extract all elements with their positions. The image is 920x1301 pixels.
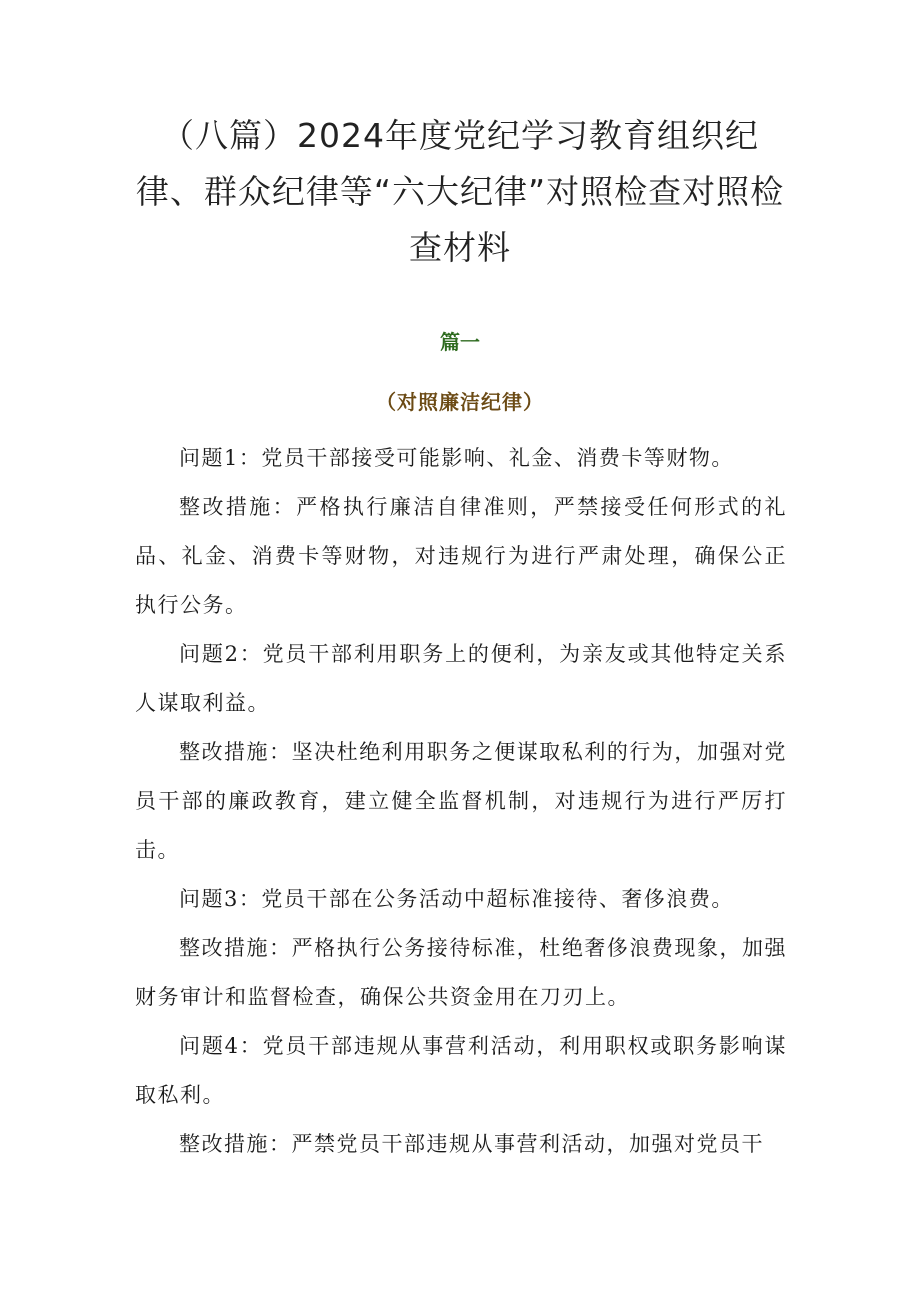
measure-paragraph-3: 整改措施：严格执行公务接待标准，杜绝奢侈浪费现象，加强财务审计和监督检查，确保公共资金用在刀刃上。 bbox=[135, 936, 787, 1009]
measure-paragraph-1: 整改措施：严格执行廉洁自律准则，严禁接受任何形式的礼品、礼金、消费卡等财物，对违规行为进行严肃处理，确保公正执行公务。 bbox=[135, 495, 787, 617]
document-body bbox=[135, 434, 787, 1169]
issue-paragraph-2: 问题2：党员干部利用职务上的便利，为亲友或其他特定关系人谋取利益。 bbox=[135, 642, 787, 715]
section-subheading-integrity: （对照廉洁纪律） bbox=[376, 390, 544, 414]
issue-paragraph-4: 问题4：党员干部违规从事营利活动，利用职权或职务影响谋取私利。 bbox=[135, 1034, 787, 1107]
issue-paragraph-3: 问题3：党员干部在公务活动中超标准接待、奢侈浪费。 bbox=[179, 887, 734, 911]
measure-paragraph-2: 整改措施：坚决杜绝利用职务之便谋取私利的行为，加强对党员干部的廉政教育，建立健全监督机制，对违规行为进行严厉打击。 bbox=[135, 740, 787, 862]
issue-paragraph-1: 问题1：党员干部接受可能影响、礼金、消费卡等财物。 bbox=[179, 446, 734, 470]
measure-paragraph-4: 整改措施：严禁党员干部违规从事营利活动，加强对党员干 bbox=[179, 1132, 764, 1156]
document-title: （八篇）2024年度党纪学习教育组织纪律、群众纪律等“六大纪律”对照检查对照检查材料 bbox=[135, 116, 785, 267]
section-heading-part-one: 篇一 bbox=[440, 330, 480, 354]
